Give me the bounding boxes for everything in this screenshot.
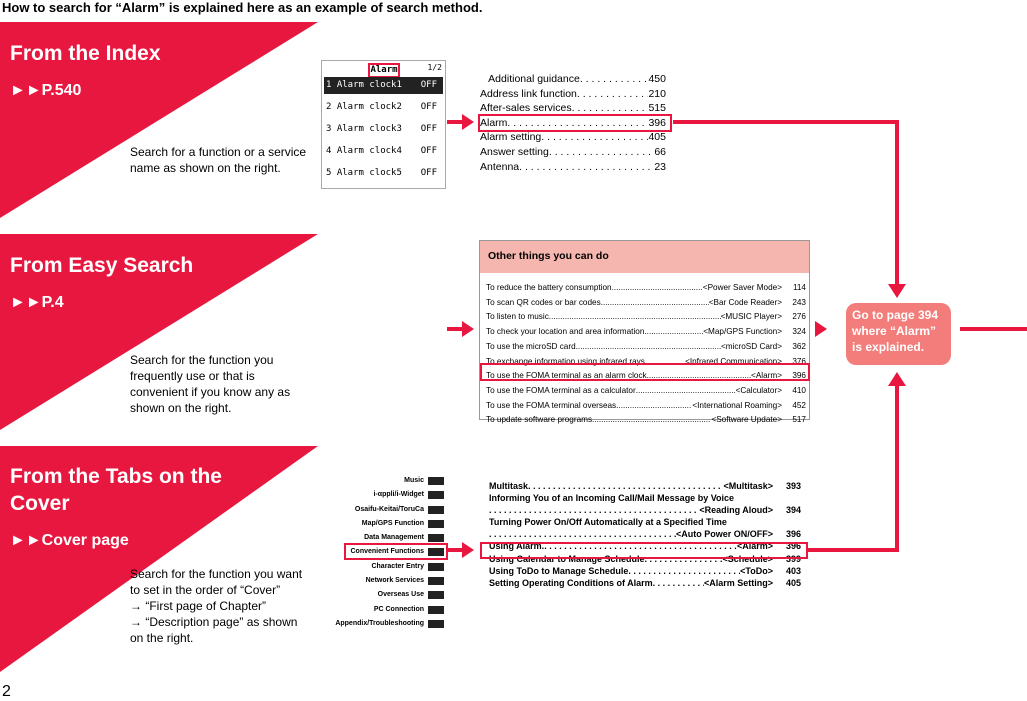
section-cover-tabs-ref: ►►Cover page: [10, 532, 129, 549]
cover-list-row: Turning Power On/Off Automatically at a Specified Time: [489, 517, 727, 528]
other-things-title: Other things you can do: [488, 250, 609, 262]
other-things-row: To scan QR codes or bar codes ..... <Bar Code Reader> 243: [486, 296, 806, 311]
phone-list-item[interactable]: 4 Alarm clock4 OFF: [326, 146, 437, 156]
index-row: After-sales services . . . 515: [480, 101, 666, 116]
cover-tab-data-management[interactable]: Data Management: [318, 531, 446, 545]
connector-bottom-horizontal: [808, 548, 899, 552]
phone-page-indicator: 1/2: [427, 63, 442, 72]
cover-list-row: Setting Operating Conditions of Alarm . . . <Alarm Setting> 405: [489, 577, 801, 589]
other-things-row: To exchange information using infrared rays ..... <Infrared Communication> 376: [486, 355, 806, 370]
cover-tab-osaifu[interactable]: Osaifu-Keitai/ToruCa: [318, 503, 446, 517]
connector-top-head: [888, 284, 906, 298]
arrow-easy-search-head: [815, 321, 827, 337]
section-index-title: From the Index: [10, 42, 161, 65]
index-row: Alarm setting . . . 405: [480, 130, 666, 145]
cover-list-row: Informing You of an Incoming Call/Mail Message by Voice: [489, 493, 735, 504]
other-things-row: To reduce the battery consumption ..... <Power Saver Mode> 114: [486, 281, 806, 296]
arrow-index-head: [462, 114, 474, 130]
phone-list-item[interactable]: 1 Alarm clock1 OFF: [324, 77, 443, 94]
cover-list-row: Using Alarm. . . . <Alarm> 396: [489, 540, 801, 552]
phone-list-item[interactable]: 3 Alarm clock3 OFF: [326, 124, 437, 134]
other-things-row: To listen to music ..... <MUSIC Player> 276: [486, 310, 806, 325]
cover-tab-network-services[interactable]: Network Services: [318, 574, 446, 588]
other-things-row: To use the microSD card ..... <microSD Card> 362: [486, 340, 806, 355]
cover-tab-pc-connection[interactable]: PC Connection: [318, 603, 446, 617]
goto-callout: Go to page 394 where “Alarm” is explained.: [846, 303, 951, 365]
connector-right-horizontal: [960, 327, 1027, 331]
section-index-ref: ►►P.540: [10, 82, 82, 99]
other-things-row: To use the FOMA terminal overseas ..... <International Roaming> 452: [486, 399, 806, 414]
cover-tab-convenient-functions[interactable]: Convenient Functions: [318, 545, 446, 559]
cover-tab-appendix[interactable]: Appendix/Troubleshooting: [318, 617, 446, 631]
page-heading: How to search for “Alarm” is explained here as an example of search method.: [2, 0, 483, 15]
section-easy-search-title: From Easy Search: [10, 254, 194, 277]
arrow-cover-head: [462, 542, 474, 558]
cover-tab-character-entry[interactable]: Character Entry: [318, 560, 446, 574]
cover-list-row: . . . <Auto Power ON/OFF> 396: [489, 528, 801, 540]
cover-tab-iappli[interactable]: i-αppli/i-Widget: [318, 488, 446, 502]
page-number: 2: [2, 683, 11, 700]
index-row: Alarm . . . 396: [480, 116, 666, 131]
connector-top-horizontal: [673, 120, 899, 124]
connector-bottom-head: [888, 372, 906, 386]
other-things-row: To use the FOMA terminal as a calculator ..... <Calculator> 410: [486, 384, 806, 399]
cover-list-row: Multitask . . . <Multitask> 393: [489, 480, 801, 492]
cover-list-row: Using ToDo to Manage Schedule . . . <ToDo> 403: [489, 565, 801, 577]
section-index-desc: Search for a function or a service name as shown on the right.: [130, 145, 307, 175]
index-row: Additional guidance . . . 450: [480, 72, 666, 87]
index-row: Antenna . . . 23: [480, 160, 666, 175]
cover-tab-overseas-use[interactable]: Overseas Use: [318, 588, 446, 602]
section-easy-search-ref: ►►P.4: [10, 294, 64, 311]
section-cover-tabs-title: From the Tabs on the Cover: [10, 465, 222, 515]
other-things-row: To update software programs ..... <Software Update> 517: [486, 413, 806, 428]
index-row: Address link function . . . 210: [480, 87, 666, 102]
cover-list-row: . . . <Reading Aloud> 394: [489, 504, 801, 516]
section-easy-search-desc: Search for the function you frequently use or that is convenient if you know any as shown on the right.: [130, 353, 291, 415]
section-cover-tabs-desc: Search for the function you want to set in the order of “Cover” → “First page of Chapter” → “Description page” as shown on the right.: [130, 567, 303, 645]
connector-bottom-vertical: [895, 382, 899, 552]
phone-screen-title: Alarm: [368, 63, 400, 78]
cover-tab-music[interactable]: Music: [318, 474, 446, 488]
phone-list-item[interactable]: 2 Alarm clock2 OFF: [326, 102, 437, 112]
other-things-row: To use the FOMA terminal as an alarm clock ..... <Alarm> 396: [486, 369, 806, 384]
phone-list-item[interactable]: 5 Alarm clock5 OFF: [326, 168, 437, 178]
other-things-row: To check your location and area information ..... <Map/GPS Function> 324: [486, 325, 806, 340]
arrow-easy-search-head-left: [462, 321, 474, 337]
cover-tab-map-gps[interactable]: Map/GPS Function: [318, 517, 446, 531]
connector-top-vertical: [895, 120, 899, 292]
cover-list-row: Using Calendar to Manage Schedule . . . .<Schedule> 399: [489, 553, 801, 565]
index-row: Answer setting . . . 66: [480, 145, 666, 160]
